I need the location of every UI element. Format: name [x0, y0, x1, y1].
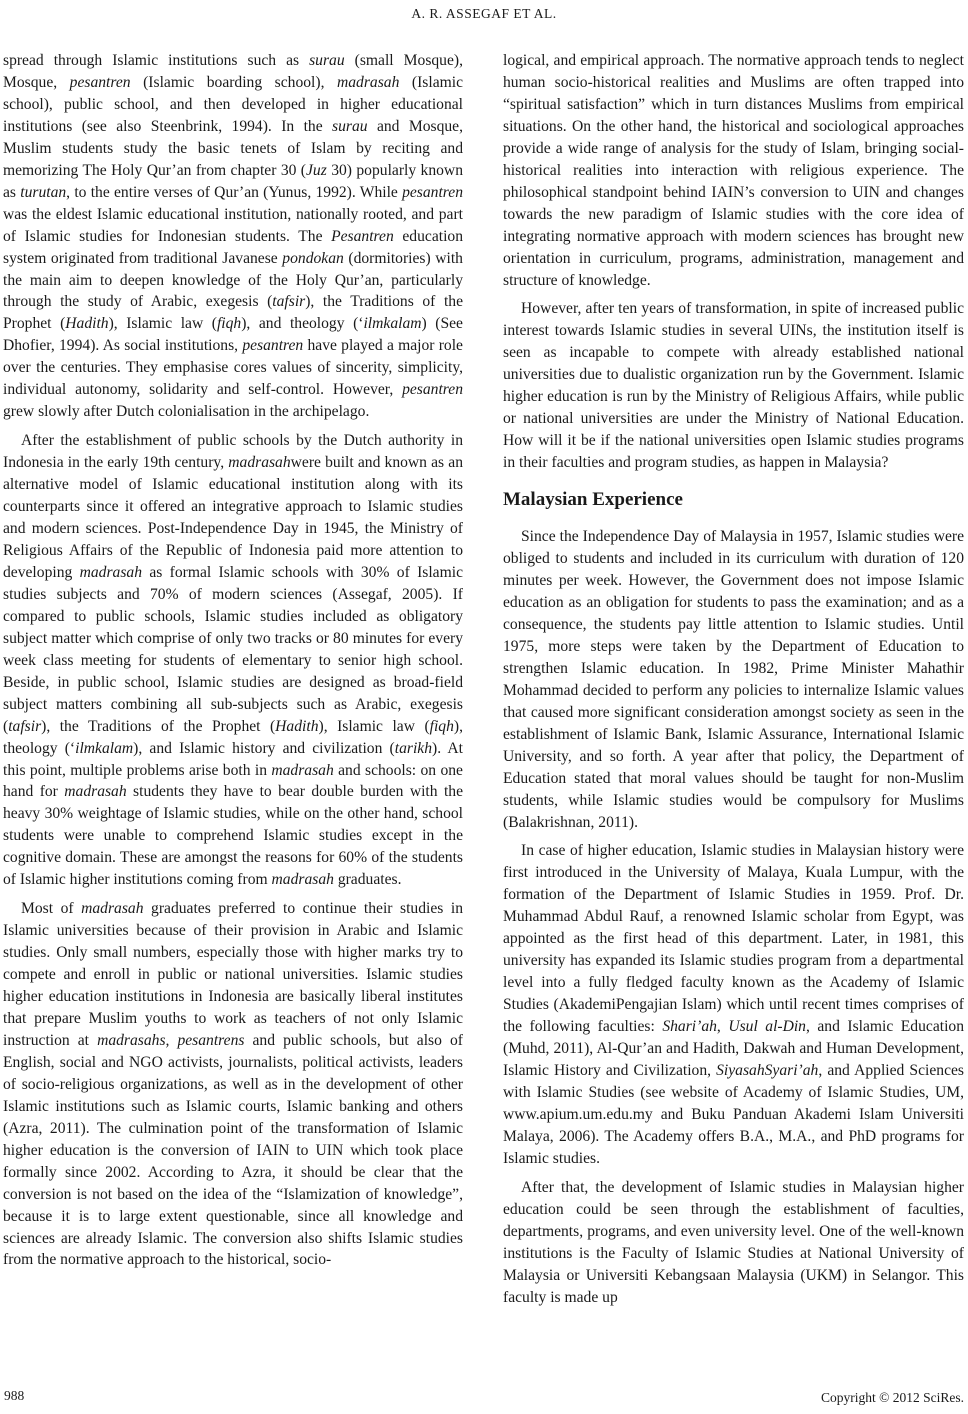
paragraph: In case of higher education, Islamic studies in Malaysian history were first introduced in the University of Malaya, Kuala Lumpur, with the formation of the Department of Islamic Studies in 1959. Prof. Dr. Muhammad Abdul Rauf, a renowned Islamic scholar from Egypt, was appointed as the first head of this department. Later, in 1981, this university has expanded its Islamic studies program from a departmental level into a fully fledged faculty known as the Academy of Islamic Studies (AkademiPengajian Islam) which until recent times comprises of the following faculties: Shari’ah, Usul al-Din, and Islamic Education (Muhd, 2011), Al-Qur’an and Hadith, Dakwah and Human Development, Islamic History and Civilization, SiyasahSyari’ah, and Applied Sciences with Islamic Studies (see website of Academy of Islamic Studies, UM, www.apium.um.edu.my and Buku Panduan Akademi Islam Universiti Malaya, 2006). The Academy offers B.A., M.A., and PhD programs for Islamic studies.	[503, 842, 964, 1167]
paragraph: Since the Independence Day of Malaysia in 1957, Islamic studies were obliged to students and included in its curriculum with duration of 120 minutes per week. However, the Government does not impose Islamic education as an obligation for students to pass the examination; and as a consequence, the students pay little attention to Islamic studies. Until 1975, more steps were taken by the Department of Education to strengthen Islamic education. In 1982, Prime Minister Mahathir Mohammad decided to perform any policies to internalize Islamic values that caused more significant consideration amongst society as seen in the establishment of Islamic Bank, Islamic Assurance, International Islamic University, and so forth. A year after that policy, the Department of Education stated that moral values should be taught for non-Muslim students, while Islamic studies would be compulsory for Muslims (Balakrishnan, 2011).	[503, 528, 964, 831]
paragraph: logical, and empirical approach. The normative approach tends to neglect human socio-historical realities and Muslims are often trapped into “spiritual satisfaction” which in turn distances Muslims from empirical situations. On the other hand, the historical and sociological approaches provide a wide range of analysis for the study of Islam, bringing social-historical realities into interaction with religious experience. The philosophical standpoint behind IAIN’s conversion to UIN and changes towards the new paradigm of Islamic studies with the core idea of integrating normative approach with modern sciences has brought new orientation in curriculum, programs, administration, management and structure of knowledge.	[503, 52, 964, 289]
copyright-notice: Copyright © 2012 SciRes.	[820, 1390, 964, 1405]
section-heading: Malaysian Experience	[503, 489, 683, 511]
paragraph: Most of madrasah graduates preferred to continue their studies in Islamic universities because of their provision in Arabic and Islamic studies. Only small numbers, especially those with higher marks try to compete and enroll in public or national universities. Islamic studies higher education institutions in Indonesia are basically liberal institutes that prepare Muslim youths to work as teachers of not only Islamic instruction at madrasahs, pesantrens and public schools, but also of English, social and NGO activists, journalists, political activists, leaders of socio-religious organizations, as well as in the development of other Islamic institutions such as Islamic courts, Islamic banking and others (Azra, 2011). The culmination point of the transformation of Islamic higher education is the conversion of IAIN to UIN which took place formally since 2002. According to Azra, it should be clear that the conversion is not based on the idea of the “Islamization of knowledge”, because it is to large extent questionable, since all knowledge and sciences are already Islamic. The conversion also shifts Islamic studies from the normative approach to the historical, socio-	[3, 900, 463, 1269]
paragraph: After the establishment of public schools by the Dutch authority in Indonesia in the early 19th century, madrasahwere built and known as an alternative model of Islamic educational institution along with its counterparts since it offered an integrative approach to Islamic studies and modern sciences. Post-Independence Day in 1945, the Ministry of Religious Affairs of the Republic of Indonesia paid more attention to developing madrasah as formal Islamic schools with 30% of Islamic studies subjects and 70% of modern sciences (Assegaf, 2005). If compared to public schools, Islamic studies included as obligatory subject matter which comprise of only two tracks or 80 minutes for every week class meeting for students of elementary to senior high school. Beside, in public school, Islamic studies are designed as broad-field subject matters combining all sub-subjects such as Arabic, exegesis (tafsir), the Traditions of the Prophet (Hadith), Islamic law (fiqh), theology (‘ilmkalam), and Islamic history and civilization (tarikh). At this point, multiple problems arise both in madrasah and schools: on one hand for madrasah students they have to bear double burden with the heavy 30% weightage of Islamic studies, while on the other hand, school students were unable to comprehend Islamic studies except in the cognitive domain. These are amongst the reasons for 60% of the students of Islamic higher institutions coming from madrasah graduates.	[3, 432, 463, 889]
page-number: 988	[4, 1388, 25, 1403]
paragraph: After that, the development of Islamic studies in Malaysian higher education could be seen through the establishment of faculties, departments, programs, and even university level. One of the well-known institutions is the Faculty of Islamic Studies at National University of Malaysia or Universiti Kebangsaan Malaysia (UKM) in Selangor. This faculty is made up	[503, 1178, 964, 1306]
running-header: A. R. ASSEGAF ET AL.	[411, 6, 557, 21]
left-column	[3, 50, 463, 1271]
paragraph: However, after ten years of transformation, in spite of increased public interest towards Islamic studies in several UINs, the institution itself is seen as incapable to compete with already established national universities due to dualistic organization run by the Government. Islamic higher education is run by the Ministry of Religious Affairs, while public or national universities are under the Ministry of National Education. How will it be if the national universities open Islamic studies programs in their faculties and program studies, as happen in Malaysia?	[503, 300, 964, 472]
right-column	[503, 50, 964, 1308]
paragraph: spread through Islamic institutions such as surau (small Mosque), Mosque, pesantren (Islamic boarding school), madrasah (Islamic school), public school, and then developed in higher educational institutions (see also Steenbrink, 1994). In the surau and Mosque, Muslim students study the basic tenets of Islam by reciting and memorizing The Holy Qur’an from chapter 30 (Juz 30) popularly known as turutan, to the entire verses of Qur’an (Yunus, 1992). While pesantren was the eldest Islamic educational institution, nationally rooted, and part of Islamic studies for Indonesian students. The Pesantren education system originated from traditional Javanese pondokan (dormitories) with the main aim to deepen knowledge of the Holy Qur’an, particularly through the study of Arabic, exegesis (tafsir), the Traditions of the Prophet (Hadith), Islamic law (fiqh), and theology (‘ilmkalam) (See Dhofier, 1994). As social institutions, pesantren have played a major role over the centuries. They emphasise cores values of sincerity, simplicity, individual autonomy, solidarity and self-control. However, pesantren grew slowly after Dutch colonialisation in the archipelago.	[3, 52, 463, 421]
